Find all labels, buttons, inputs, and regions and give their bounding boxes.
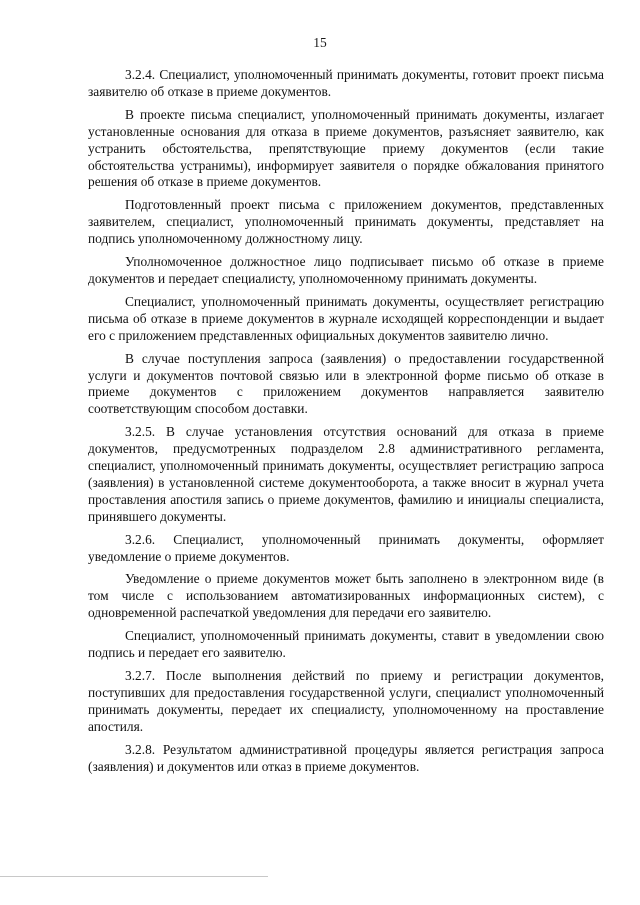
paragraph-3-2-7: 3.2.7. После выполнения действий по приему и регистрации документов, поступивших для предоставления государственной услуги, специалист уполномоченный принимать документы, передает их специалисту, уполномоченному на проставление апостиля.	[88, 668, 604, 734]
paragraph-registration-of-letter: Специалист, уполномоченный принимать документы, осуществляет регистрацию письма об отказе в приеме документов в журнале исходящей корреспонденции и выдает его с приложением представленных официальных документов заявителю лично.	[88, 293, 604, 343]
paragraph-3-2-6: 3.2.6. Специалист, уполномоченный принимать документы, оформляет уведомление о приеме документов.	[88, 531, 604, 564]
paragraph-3-2-4: 3.2.4. Специалист, уполномоченный принимать документы, готовит проект письма заявителю об отказе в приеме документов.	[88, 67, 604, 99]
page-number: 15	[313, 35, 327, 50]
document-body	[88, 67, 604, 781]
paragraph-postal-delivery: В случае поступления запроса (заявления) о предоставлении государственной услуги и документов почтовой связью или в электронной форме письмо об отказе в приеме документов с приложением документов направляется заявителю соответствующим способом доставки.	[88, 350, 604, 417]
paragraph-refusal-letter-signing: Подготовленный проект письма с приложением документов, представленных заявителем, специалист, уполномоченный принимать документы, представляет на подпись уполномоченному должностному лицу.	[88, 197, 604, 247]
paragraph-notice-signature: Специалист, уполномоченный принимать документы, ставит в уведомлении свою подпись и передает его заявителю.	[88, 628, 604, 661]
paragraph-refusal-letter-content: В проекте письма специалист, уполномоченный принимать документы, излагает установленные основания для отказа в приеме документов, разъясняет заявителю, как устранить обстоятельства, препятствующие приему документов (если такие обстоятельства устранимы), информирует заявителя о порядке обжалования принятого решения об отказе в приеме документов.	[88, 106, 604, 190]
paragraph-electronic-notice: Уведомление о приеме документов может быть заполнено в электронном виде (в том числе с использованием автоматизированных информационных систем), с одновременной распечаткой уведомления для передачи его заявителю.	[88, 571, 604, 621]
paragraph-official-signs: Уполномоченное должностное лицо подписывает письмо об отказе в приеме документов и передает специалисту, уполномоченному принимать документы.	[88, 254, 604, 286]
paragraph-3-2-8: 3.2.8. Результатом административной процедуры является регистрация запроса (заявления) и документов или отказ в приеме документов.	[88, 741, 604, 774]
paragraph-3-2-5: 3.2.5. В случае установления отсутствия оснований для отказа в приеме документов, предусмотренных подразделом 2.8 административного регламента, специалист, уполномоченный принимать документы, осуществляет регистрацию запроса (заявления) в установленной системе документооборота, а также вносит в журнал учета проставления апостиля запись о приеме документов, фамилию и инициалы специалиста, принявшего документы.	[88, 424, 604, 524]
footer-divider	[0, 876, 268, 877]
